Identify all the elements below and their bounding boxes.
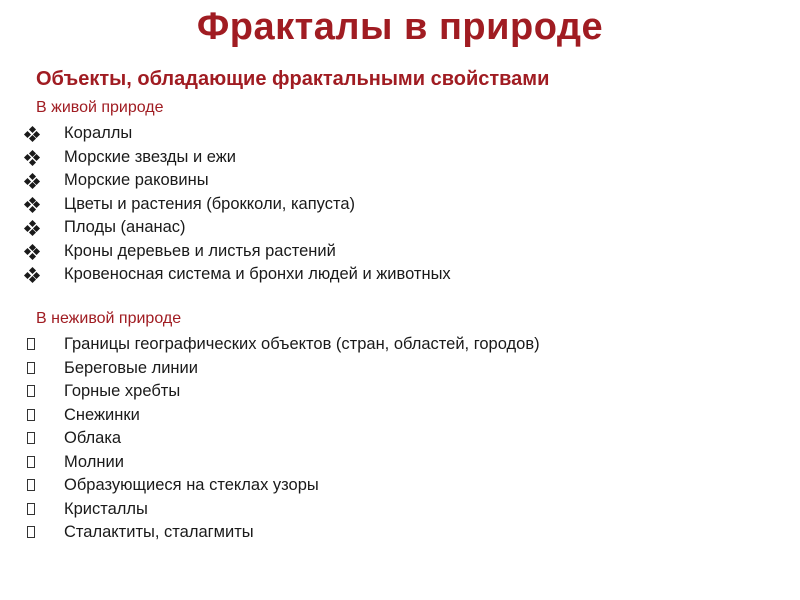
list-item-label: Морские раковины (64, 171, 209, 189)
missing-glyph-box-icon (27, 385, 35, 397)
slide-title: Фракталы в природе (196, 6, 604, 48)
missing-glyph-box-icon (27, 362, 35, 374)
diamond-cluster-icon (25, 151, 39, 165)
list-item-label: Цветы и растения (брокколи, капуста) (64, 194, 356, 213)
diamond-cluster-icon (25, 268, 39, 282)
missing-glyph-box-icon (27, 526, 35, 538)
list-item-label: Морские звезды и ежи (64, 147, 237, 166)
missing-glyph-box-icon (27, 503, 35, 515)
list-item-label: Горные хребты (64, 382, 181, 400)
missing-glyph-box-icon (27, 456, 35, 468)
list-item-label: Кровеносная система и бронхи людей и животных (64, 265, 451, 283)
missing-glyph-box-icon (27, 338, 35, 350)
list-item-label: Образующиеся на стеклах узоры (64, 476, 319, 494)
list-item-label: Кроны деревьев и листья растений (64, 241, 336, 260)
diamond-cluster-icon (25, 245, 39, 259)
diamond-cluster-icon (25, 127, 39, 141)
missing-glyph-box-icon (27, 409, 35, 421)
list-item-label: Кораллы (64, 124, 133, 142)
diamond-cluster-icon (25, 198, 39, 212)
diamond-cluster-icon (25, 174, 39, 188)
list-item-label: Кристаллы (64, 499, 148, 518)
diamond-cluster-icon (25, 221, 39, 235)
list-item-label: Молнии (64, 452, 124, 471)
list-item-label: Облака (64, 429, 122, 447)
missing-glyph-box-icon (27, 479, 35, 491)
list-item-label: Снежинки (64, 405, 140, 424)
list-item-label: Плоды (ананас) (64, 218, 186, 236)
living-nature-heading: В живой природе (36, 99, 164, 116)
nonliving-nature-heading: В неживой природе (36, 310, 182, 327)
list-item-label: Береговые линии (64, 358, 198, 377)
missing-glyph-box-icon (27, 432, 35, 444)
list-item-label: Сталактиты, сталагмиты (64, 523, 254, 541)
slide-subtitle: Объекты, обладающие фрактальными свойствами (36, 68, 550, 90)
list-item-label: Границы географических объектов (стран, областей, городов) (64, 335, 540, 353)
